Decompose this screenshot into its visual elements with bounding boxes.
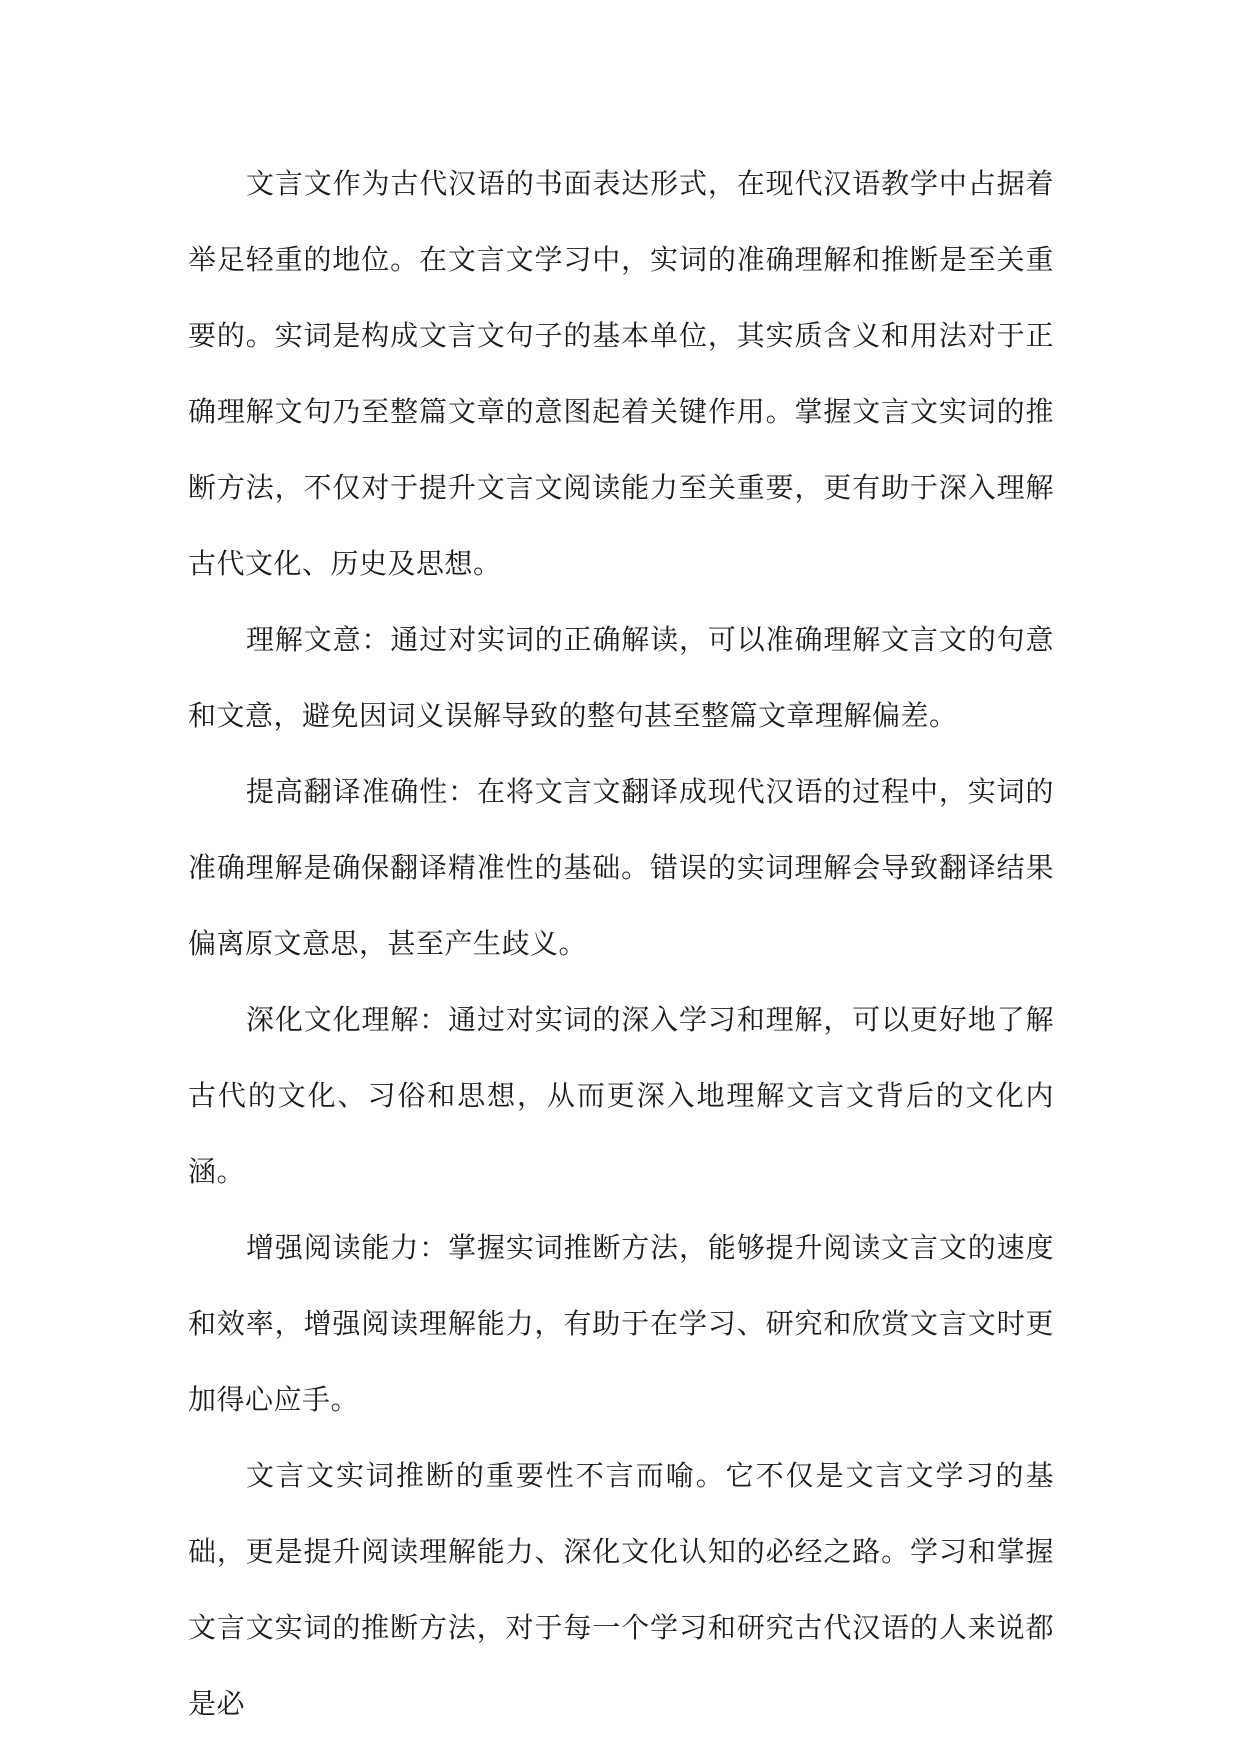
document-body	[188, 146, 1054, 1742]
paragraph-translation-accuracy: 提高翻译准确性：在将文言文翻译成现代汉语的过程中，实词的准确理解是确保翻译精准性的基础。错误的实词理解会导致翻译结果偏离原文意思，甚至产生歧义。	[188, 775, 1054, 960]
paragraph-conclusion: 文言文实词推断的重要性不言而喻。它不仅是文言文学习的基础，更是提升阅读理解能力、深化文化认知的必经之路。学习和掌握文言文实词的推断方法，对于每一个学习和研究古代汉语的人来说都是必	[188, 1459, 1054, 1720]
paragraph-cultural-understanding: 深化文化理解：通过对实词的深入学习和理解，可以更好地了解古代的文化、习俗和思想，从而更深入地理解文言文背后的文化内涵。	[188, 1003, 1054, 1188]
paragraph-reading-ability: 增强阅读能力：掌握实词推断方法，能够提升阅读文言文的速度和效率，增强阅读理解能力，有助于在学习、研究和欣赏文言文时更加得心应手。	[188, 1231, 1054, 1416]
paragraph-understand-meaning: 理解文意：通过对实词的正确解读，可以准确理解文言文的句意和文意，避免因词义误解导致的整句甚至整篇文章理解偏差。	[188, 623, 1054, 732]
paragraph-intro: 文言文作为古代汉语的书面表达形式，在现代汉语教学中占据着举足轻重的地位。在文言文学习中，实词的准确理解和推断是至关重要的。实词是构成文言文句子的基本单位，其实质含义和用法对于正确理解文句乃至整篇文章的意图起着关键作用。掌握文言文实词的推断方法，不仅对于提升文言文阅读能力至关重要，更有助于深入理解古代文化、历史及思想。	[188, 167, 1054, 580]
